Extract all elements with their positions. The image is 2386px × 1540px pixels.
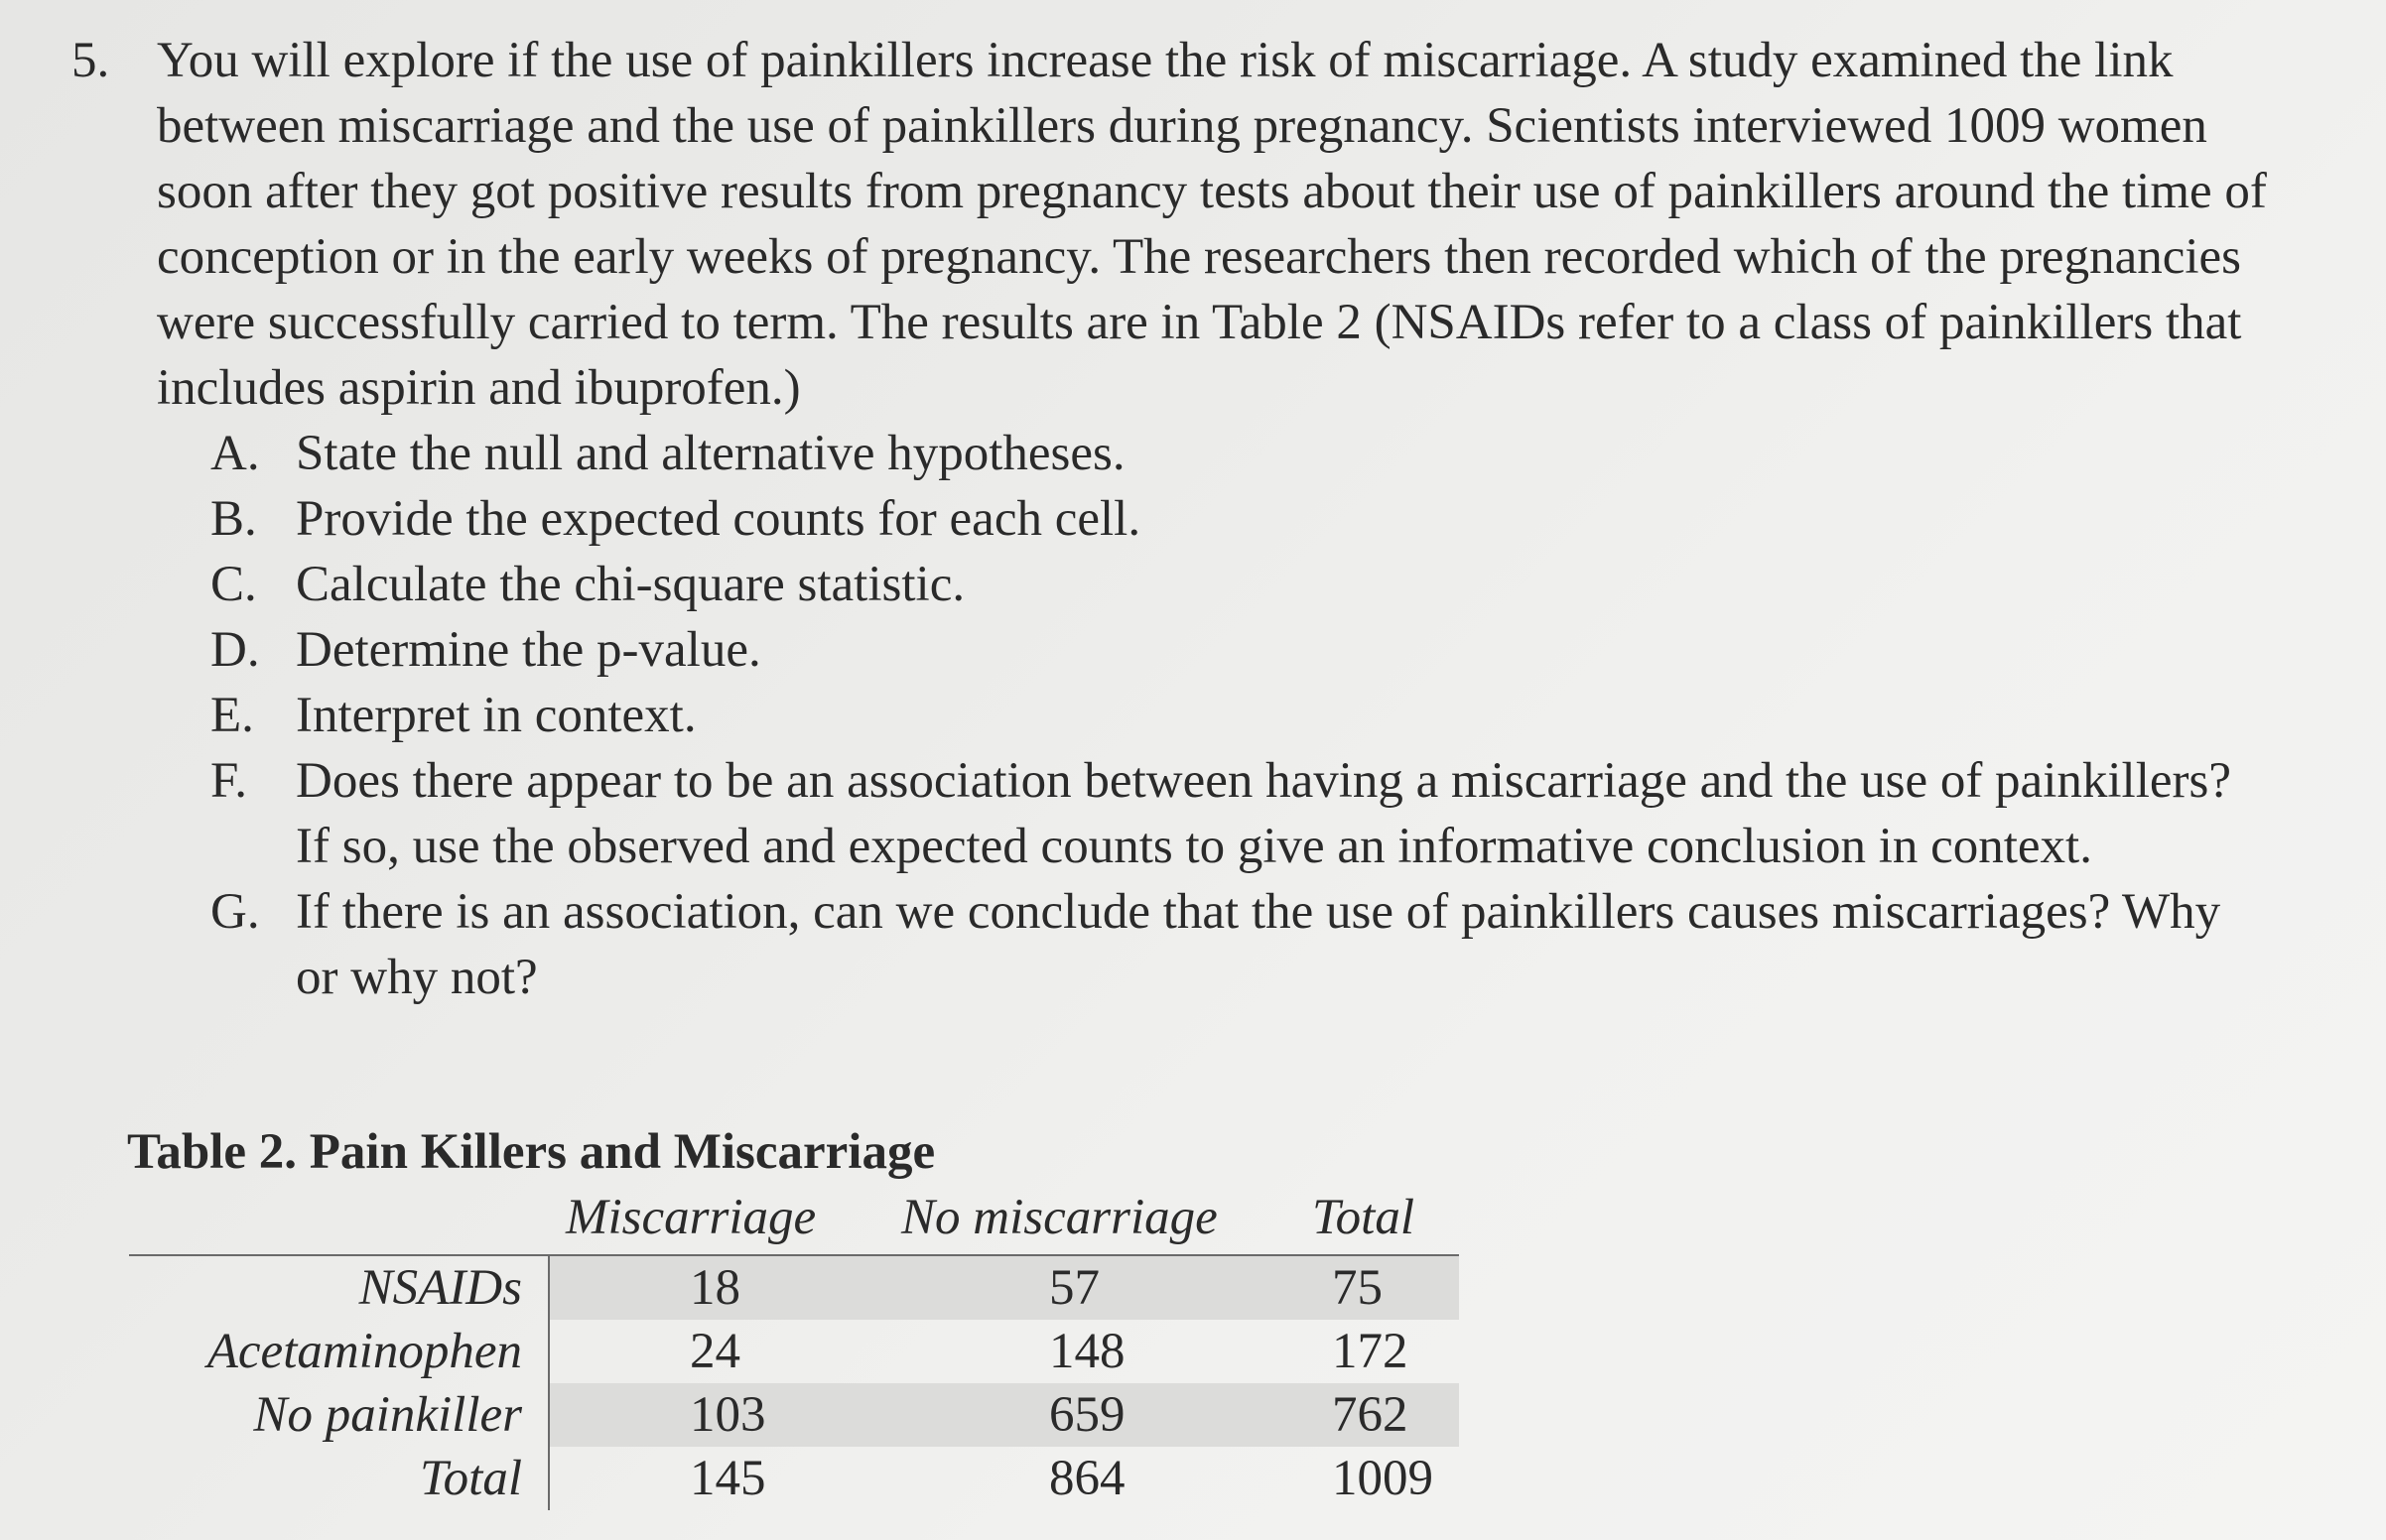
table-header-row <box>129 1185 1459 1250</box>
cell-total: 1009 <box>1332 1451 1433 1506</box>
table-title: Table 2. Pain Killers and Miscarriage <box>127 1124 936 1180</box>
subpart-text: State the null and alternative hypotheses. <box>296 426 1126 481</box>
row-label: NSAIDs <box>358 1260 522 1316</box>
row-label: No painkiller <box>253 1387 522 1443</box>
subpart-a <box>210 421 2291 486</box>
cell-no-miscarriage: 864 <box>1049 1451 1126 1506</box>
subpart-f <box>210 748 2291 879</box>
table-row-nsaids <box>129 1256 1459 1320</box>
row-label-divider <box>548 1256 550 1510</box>
subpart-letter: A. <box>210 426 260 481</box>
cell-miscarriage: 145 <box>690 1451 766 1506</box>
column-header-miscarriage: Miscarriage <box>566 1190 817 1245</box>
cell-miscarriage: 24 <box>690 1324 740 1379</box>
subpart-g <box>210 879 2291 1010</box>
column-header-total: Total <box>1312 1190 1415 1245</box>
question-body <box>157 28 2291 1010</box>
column-header-no-miscarriage: No miscarriage <box>901 1190 1218 1245</box>
question-number: 5. <box>71 33 110 88</box>
table-row-total <box>129 1447 1459 1510</box>
subpart-text: Calculate the chi-square statistic. <box>296 557 966 612</box>
row-label: Total <box>419 1451 522 1506</box>
subpart-b <box>210 486 2291 552</box>
cell-miscarriage: 18 <box>690 1260 740 1316</box>
subpart-letter: D. <box>210 622 260 678</box>
row-shading <box>548 1256 1459 1320</box>
subpart-d <box>210 617 2291 683</box>
row-shading <box>548 1383 1459 1447</box>
subpart-text: Does there appear to be an association between having a miscarriage and the use of painkillers? If so, use the observed and expected counts to give an informative conclusion in context. <box>296 753 2231 874</box>
question-5 <box>71 28 2295 1010</box>
subpart-e <box>210 683 2291 748</box>
cell-no-miscarriage: 57 <box>1049 1260 1100 1316</box>
cell-total: 172 <box>1332 1324 1408 1379</box>
table-row-no-painkiller <box>129 1383 1459 1447</box>
table-row-acetaminophen <box>129 1320 1459 1383</box>
subpart-text: If there is an association, can we conclude that the use of painkillers causes miscarriages? Why or why not? <box>296 884 2221 1005</box>
cell-total: 762 <box>1332 1387 1408 1443</box>
subpart-text: Interpret in context. <box>296 688 697 743</box>
subpart-letter: G. <box>210 884 260 940</box>
cell-no-miscarriage: 148 <box>1049 1324 1126 1379</box>
subpart-letter: B. <box>210 491 257 547</box>
cell-miscarriage: 103 <box>690 1387 766 1443</box>
subpart-text: Provide the expected counts for each cell. <box>296 491 1141 547</box>
question-stem: You will explore if the use of painkillers increase the risk of miscarriage. A study examined the link between miscarriage and the use of painkillers during pregnancy. Scientists interviewed 1009 women soon after they got positive results from pregnancy tests about their use of painkillers around the time of conception or in the early weeks of pregnancy. The researchers then recorded which of the pregnancies were successfully carried to term. The results are in Table 2 (NSAIDs refer to a class of painkillers that includes aspirin and ibuprofen.) <box>157 33 2267 416</box>
subpart-text: Determine the p-value. <box>296 622 761 678</box>
subpart-letter: E. <box>210 688 254 743</box>
subpart-list <box>210 421 2291 1010</box>
subpart-c <box>210 552 2291 617</box>
subpart-letter: F. <box>210 753 248 809</box>
row-label: Acetaminophen <box>206 1324 522 1379</box>
subpart-letter: C. <box>210 557 257 612</box>
cell-no-miscarriage: 659 <box>1049 1387 1126 1443</box>
cell-total: 75 <box>1332 1260 1383 1316</box>
